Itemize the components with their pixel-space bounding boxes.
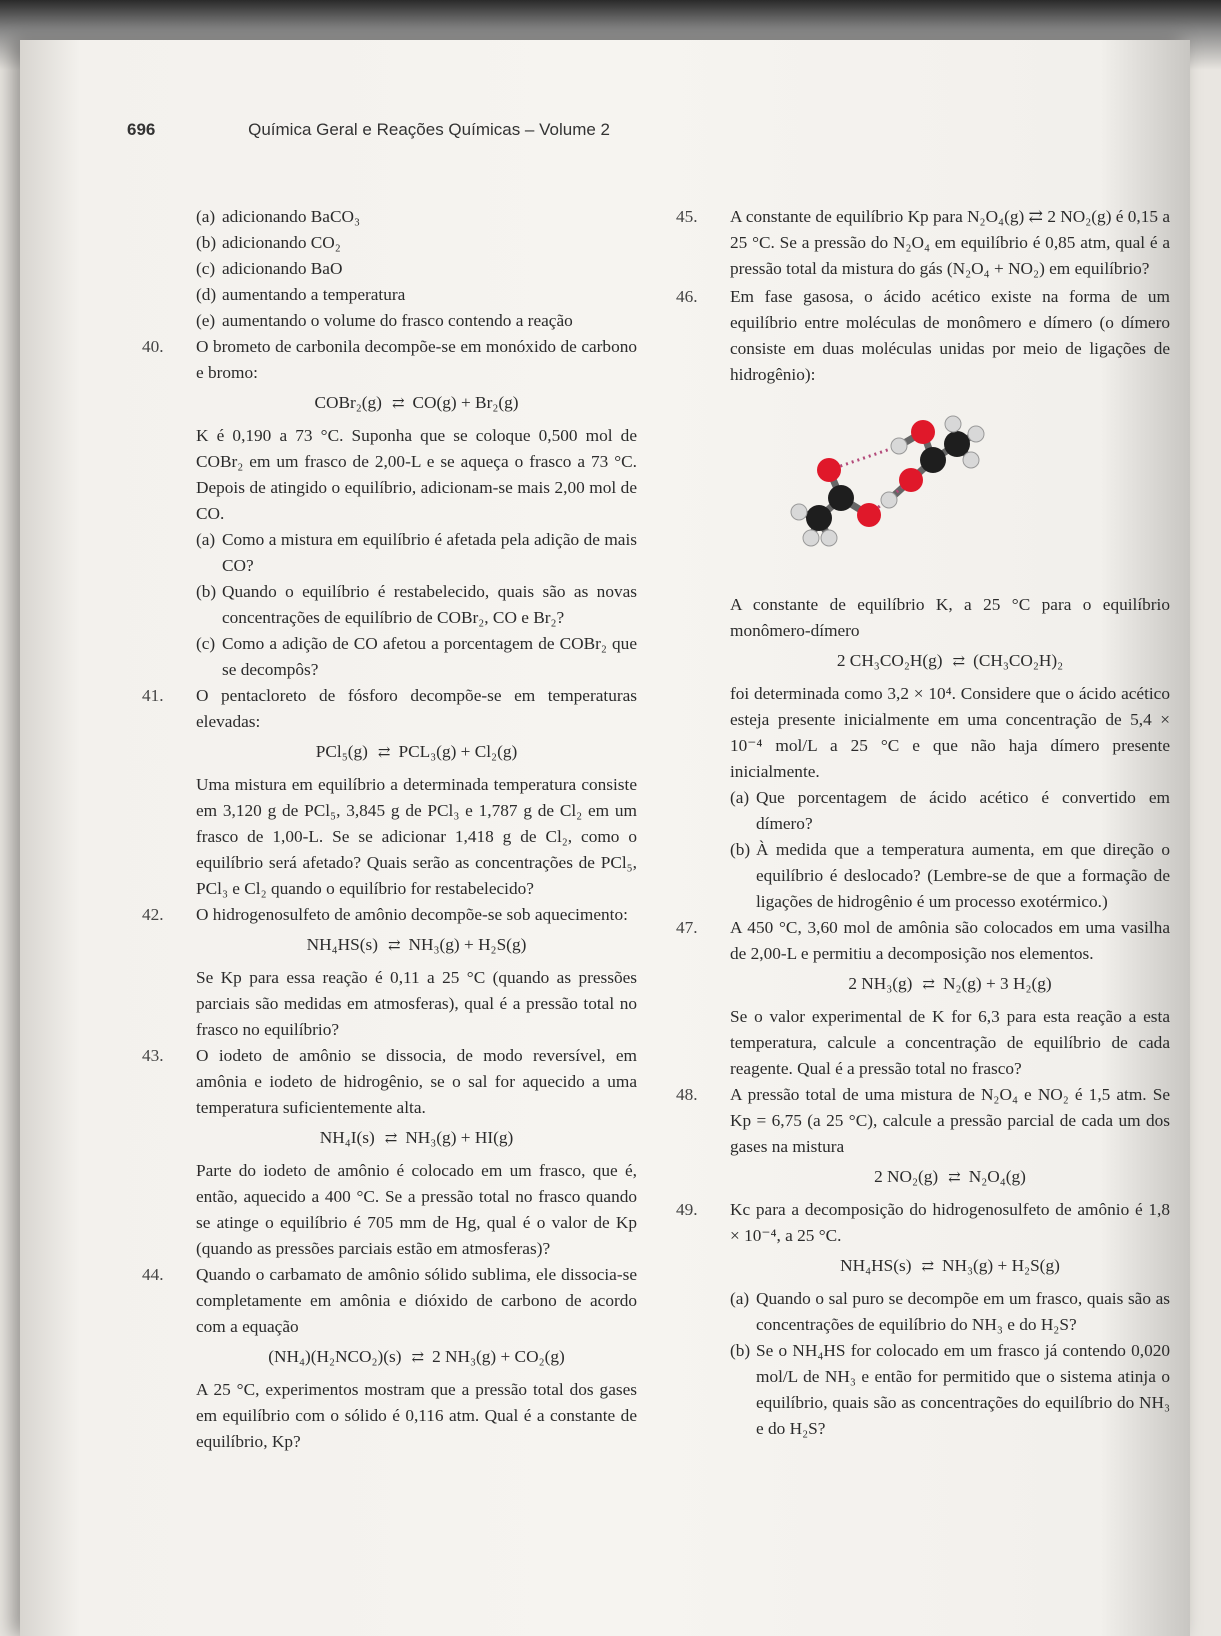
equilibrium-arrow-icon: ⇄ — [384, 1131, 396, 1147]
option-text: aumentando a temperatura — [222, 285, 406, 304]
question-text: A 25 °C, experimentos mostram que a pressão total dos gases em equilíbrio com o sólido é 0,116 atm. Qual é a constante de equilíbrio, Kp? — [196, 1380, 637, 1451]
equation-products: CO(g) + Br₂(g) — [412, 393, 519, 412]
question-number: 48. — [676, 1085, 698, 1104]
question-47 — [676, 915, 1170, 967]
question-number: 41. — [142, 686, 164, 705]
page-header — [127, 120, 610, 140]
equation-products: (CH₃CO₂H)₂ — [973, 651, 1064, 670]
option-text: Quando o sal puro se decompõe em um frasco, quais são as concentrações de equilíbrio do NH₃ e do H₂S? — [756, 1289, 1170, 1334]
equation-reactants: 2 CH₃CO₂H(g) — [836, 651, 943, 670]
q49-options — [730, 1286, 1170, 1442]
question-intro: Em fase gasosa, o ácido acético existe na forma de um equilíbrio entre moléculas de monômero e dímero (o dímero consiste em duas moléculas unidas por meio de ligações de hidrogênio): — [730, 287, 1170, 384]
equation-products: NH₃(g) + HI(g) — [405, 1128, 514, 1147]
equation-products: NH₃(g) + H₂S(g) — [408, 935, 527, 954]
equilibrium-arrow-icon: ⇄ — [922, 977, 933, 993]
question-40 — [142, 334, 637, 386]
question-text: A constante de equilíbrio K, a 25 °C para o equilíbrio monômero-dímero — [730, 595, 1170, 640]
equation-products: NH₃(g) + H₂S(g) — [942, 1256, 1060, 1275]
equation-reactants: PCl₅(g) — [315, 742, 368, 761]
question-48 — [676, 1082, 1170, 1160]
question-number: 42. — [142, 905, 164, 924]
question-43 — [142, 1043, 637, 1121]
list-item — [730, 785, 1170, 837]
option-label: (a) — [730, 788, 750, 807]
question-number: 49. — [676, 1200, 698, 1219]
question-41 — [142, 683, 637, 735]
option-text: Como a adição de CO afetou a porcentagem de COBr₂ que se decompôs? — [222, 634, 637, 679]
question-intro: O brometo de carbonila decompõe-se em monóxido de carbono e bromo: — [196, 337, 637, 382]
list-item — [730, 1286, 1170, 1338]
question-text: Se Kp para essa reação é 0,11 a 25 °C (quando as pressões parciais são medidas em atmosferas), qual é a pressão total no frasco no equilíbrio? — [196, 968, 637, 1039]
equilibrium-arrow-icon: ⇄ — [391, 396, 403, 412]
option-text: adicionando CO₂ — [222, 233, 341, 252]
list-item — [196, 256, 637, 282]
question-number: 45. — [676, 207, 698, 226]
option-label: (a) — [196, 530, 216, 549]
equation — [142, 932, 637, 959]
option-label: (a) — [196, 207, 216, 226]
option-label: (c) — [196, 634, 216, 653]
equation-reactants: (NH₄)(H₂NCO₂)(s) — [268, 1347, 402, 1366]
equation-reactants: COBr₂(g) — [314, 393, 382, 412]
equilibrium-arrow-icon: ⇄ — [921, 1259, 933, 1275]
option-label: (c) — [196, 259, 216, 278]
right-column — [676, 204, 1170, 1442]
list-item — [196, 230, 637, 256]
question-49 — [676, 1197, 1170, 1249]
question-number: 40. — [142, 337, 164, 356]
question-text: Uma mistura em equilíbrio a determinada temperatura consiste em 3,120 g de PCl₅, 3,845 g de PCl₃ e 1,787 g de Cl₂ em um frasco de 1,00-L. Se se adicionar 1,418 g de Cl₂, como o equilíbrio será afetado? Quais serão as concentrações de PCl₅, PCl₃ e Cl₂ quando o equilíbrio for restabelecido? — [196, 775, 637, 898]
equation — [676, 648, 1170, 675]
question-number: 47. — [676, 918, 698, 937]
equilibrium-arrow-icon: ⇄ — [411, 1350, 423, 1366]
question-text: A constante de equilíbrio Kp para N₂O₄(g) ⇄ 2 NO₂(g) é 0,15 a 25 °C. Se a pressão do N₂O₄ em equilíbrio é 0,85 atm, qual é a pressão total da mistura do gás (N₂O₄ + NO₂) em equilíbrio? — [730, 207, 1170, 278]
equilibrium-arrow-icon: ⇄ — [377, 745, 389, 761]
left-column — [142, 204, 637, 1455]
question-intro: O iodeto de amônio se dissocia, de modo reversível, em amônia e iodeto de hidrogênio, se o sal for aquecido a uma temperatura suficientemente alta. — [196, 1046, 637, 1117]
equation — [142, 390, 637, 417]
option-text: Como a mistura em equilíbrio é afetada pela adição de mais CO? — [222, 530, 637, 575]
list-item — [196, 527, 637, 579]
equation-products: N₂(g) + 3 H₂(g) — [943, 974, 1052, 993]
question-intro: O pentacloreto de fósforo decompõe-se em temperaturas elevadas: — [196, 686, 637, 731]
option-text: Que porcentagem de ácido acético é convertido em dímero? — [756, 788, 1170, 833]
question-intro: A pressão total de uma mistura de N₂O₄ e NO₂ é 1,5 atm. Se Kp = 6,75 (a 25 °C), calcule a pressão parcial de cada um dos gases na mistura — [730, 1085, 1170, 1156]
question-text: Parte do iodeto de amônio é colocado em um frasco, que é, então, aquecido a 400 °C. Se a pressão total no frasco quando se atinge o equilíbrio é 705 mm de Hg, qual é o valor de Kp (quando as pressões parciais estão em atmosferas)? — [196, 1161, 637, 1258]
question-42 — [142, 902, 637, 928]
question-number: 43. — [142, 1046, 164, 1065]
acetic-acid-dimer-figure — [771, 410, 1001, 570]
option-label: (b) — [196, 582, 217, 601]
equation-products: PCL₃(g) + Cl₂(g) — [398, 742, 518, 761]
list-item — [730, 837, 1170, 915]
equation — [676, 1253, 1170, 1280]
list-item — [196, 579, 637, 631]
equilibrium-arrow-icon: ⇄ — [948, 1170, 959, 1186]
question-intro: O hidrogenosulfeto de amônio decompõe-se sob aquecimento: — [196, 905, 628, 924]
option-label: (b) — [730, 840, 751, 859]
list-item — [196, 204, 637, 230]
equation-products: N₂O₄(g) — [968, 1167, 1026, 1186]
equation-products: 2 NH₃(g) + CO₂(g) — [432, 1347, 565, 1366]
page-number: 696 — [127, 120, 156, 139]
option-text: adicionando BaO — [222, 259, 343, 278]
option-text: adicionando BaCO₃ — [222, 207, 361, 226]
equation — [142, 1125, 637, 1152]
list-item — [196, 282, 637, 308]
equation-reactants: NH₄I(s) — [319, 1128, 375, 1147]
question-intro: Kc para a decomposição do hidrogenosulfeto de amônio é 1,8 × 10⁻⁴, a 25 °C. — [730, 1200, 1170, 1245]
equation — [676, 1164, 1170, 1191]
list-item — [196, 631, 637, 683]
question-46 — [676, 284, 1170, 388]
list-item — [730, 1338, 1170, 1442]
question-45 — [676, 204, 1170, 282]
q46-options — [730, 785, 1170, 915]
option-label: (b) — [196, 233, 217, 252]
q40-options — [196, 527, 637, 683]
option-label: (d) — [196, 285, 217, 304]
question-text: K é 0,190 a 73 °C. Suponha que se coloque 0,500 mol de COBr₂ em um frasco de 2,00-L e se aqueça o frasco a 73 °C. Depois de atingido o equilíbrio, adicionam-se mais 2,00 mol de CO. — [196, 426, 637, 523]
question-text: foi determinada como 3,2 × 10⁴. Considere que o ácido acético esteja presente inicialmente em uma concentração de 5,4 × 10⁻⁴ mol/L a 25 °C e que não haja dímero presente inicialmente. — [730, 684, 1170, 781]
option-label: (e) — [196, 311, 216, 330]
question-number: 46. — [676, 287, 698, 306]
option-text: Se o NH₄HS for colocado em um frasco já contendo 0,020 mol/L de NH₃ e então for permitido que o sistema atinja o equilíbrio, quais são as concentrações do equilíbrio do NH₃ e do H₂S? — [756, 1341, 1170, 1438]
option-label: (a) — [730, 1289, 750, 1308]
equation — [142, 1344, 637, 1371]
option-text: aumentando o volume do frasco contendo a reação — [222, 311, 573, 330]
q39-options — [196, 204, 637, 334]
equilibrium-arrow-icon: ⇄ — [387, 938, 399, 954]
option-text: Quando o equilíbrio é restabelecido, quais são as novas concentrações de equilíbrio de COBr₂, CO e Br₂? — [222, 582, 637, 627]
option-text: À medida que a temperatura aumenta, em que direção o equilíbrio é deslocado? (Lembre-se de que a formação de ligações de hidrogênio é um processo exotérmico.) — [756, 840, 1170, 911]
equation-reactants: NH₄HS(s) — [840, 1256, 912, 1275]
question-intro: A 450 °C, 3,60 mol de amônia são colocados em uma vasilha de 2,00-L e permitiu a decomposição nos elementos. — [730, 918, 1170, 963]
list-item — [196, 308, 637, 334]
book-title: Química Geral e Reações Químicas – Volume 2 — [248, 120, 610, 139]
equilibrium-arrow-icon: ⇄ — [952, 654, 964, 670]
equation-reactants: 2 NH₃(g) — [848, 974, 913, 993]
question-number: 44. — [142, 1265, 164, 1284]
question-44 — [142, 1262, 637, 1340]
question-intro: Quando o carbamato de amônio sólido sublima, ele dissocia-se completamente em amônia e dióxido de carbono de acordo com a equação — [196, 1265, 637, 1336]
equation-reactants: 2 NO₂(g) — [874, 1167, 939, 1186]
equation — [676, 971, 1170, 998]
question-text: Se o valor experimental de K for 6,3 para esta reação a esta temperatura, calcule a concentração de equilíbrio de cada reagente. Qual é a pressão total no frasco? — [730, 1007, 1170, 1078]
option-label: (b) — [730, 1341, 751, 1360]
equation — [142, 739, 637, 766]
equation-reactants: NH₄HS(s) — [306, 935, 378, 954]
